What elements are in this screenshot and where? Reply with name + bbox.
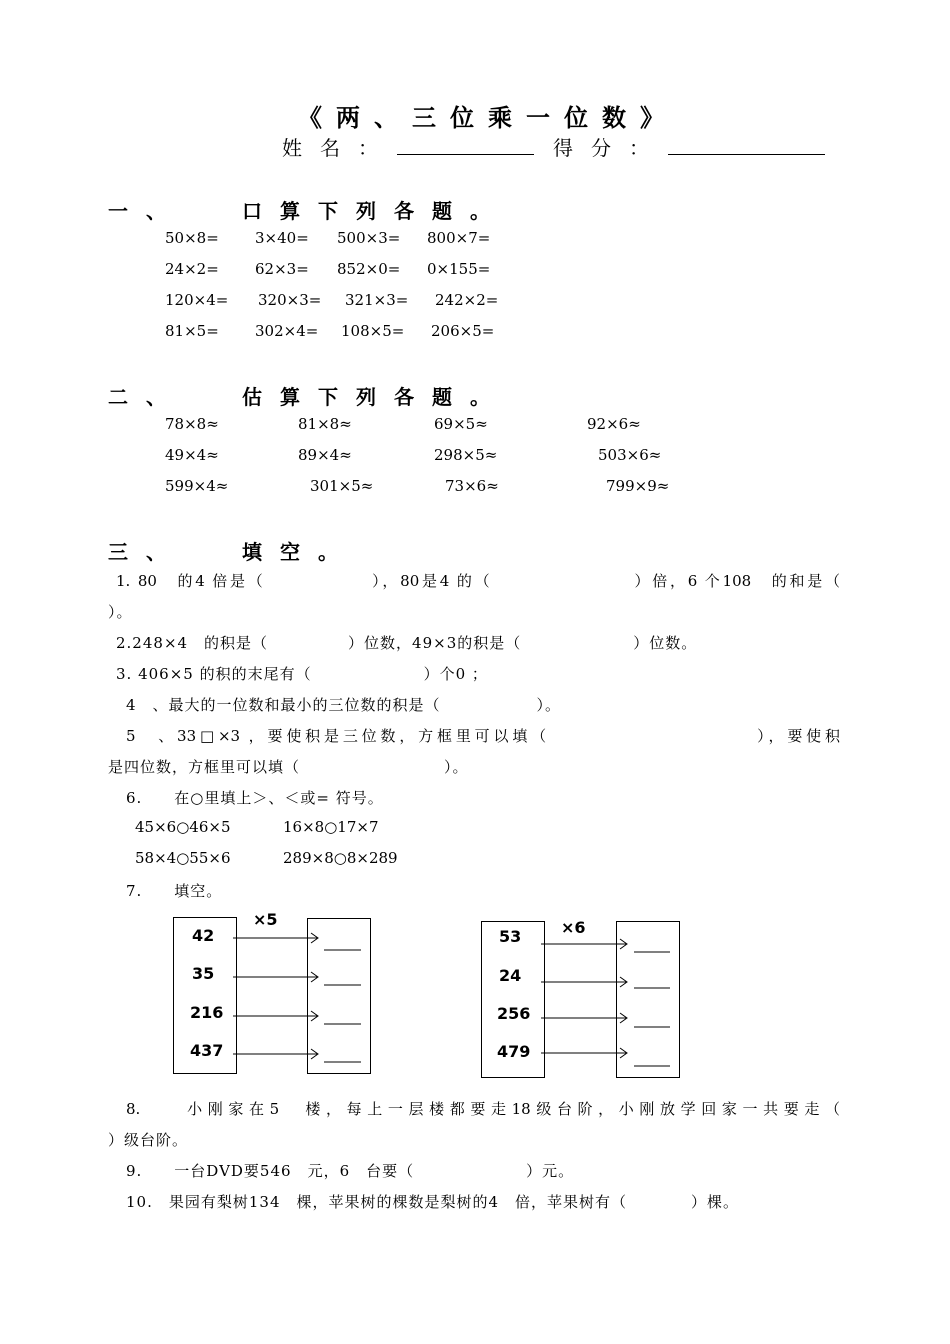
oral-item: 50×8= [165, 229, 219, 247]
page-title: 《两、三位乘一位数》 [298, 104, 678, 132]
section-3-title: 填空。 [242, 540, 356, 564]
oral-item: 81×5= [165, 322, 219, 340]
oral-item: 242×2= [435, 291, 499, 309]
oral-item: 206×5= [431, 322, 495, 340]
section-3-number: 三、 [108, 540, 184, 564]
compare-item: 16×8○17×7 [283, 818, 379, 836]
question-2: 2.248×4 的积是（ ）位数，49×3的积是（ ）位数。 [116, 634, 698, 652]
oral-item: 24×2= [165, 260, 219, 278]
estimate-item: 89×4≈ [298, 446, 352, 464]
question-4: 4 、最大的一位数和最小的三位数的积是（ ）。 [126, 696, 562, 714]
section-2-number: 二、 [108, 385, 184, 409]
estimate-item: 799×9≈ [606, 477, 670, 495]
left-number: 437 [190, 1041, 224, 1060]
oral-item: 0×155= [427, 260, 491, 278]
estimate-item: 92×6≈ [587, 415, 641, 433]
left-number: 216 [190, 1003, 224, 1022]
section-1-number: 一、 [108, 199, 184, 223]
question-7: 7. 填空。 [126, 882, 223, 900]
question-1: 1. 80 的4 倍是（ ），80是4 的（ ）倍，6 个108 的和是（ [116, 572, 840, 590]
question-5: 5 、33□×3 ，要使积是三位数，方框里可以填（ ），要使积 [126, 727, 840, 745]
question-8: 8. 小刚家在5 楼，每上一层楼都要走18级台阶，小刚放学回家一共要走（ [126, 1100, 840, 1118]
question-3: 3. 406×5 的积的末尾有（ ）个0 ； [116, 665, 488, 683]
estimate-item: 301×5≈ [310, 477, 374, 495]
right-number: 24 [499, 966, 522, 985]
right-number: 53 [499, 927, 522, 946]
estimate-item: 599×4≈ [165, 477, 229, 495]
right-multiplier: ×6 [561, 918, 586, 937]
score-label: 得分： [553, 136, 667, 160]
compare-item: 289×8○8×289 [283, 849, 398, 867]
question-9: 9. 一台DVD要546 元，6 台要（ ）元。 [126, 1162, 575, 1180]
question-5-cont: 是四位数，方框里可以填（ ）。 [108, 758, 469, 776]
oral-item: 500×3= [337, 229, 401, 247]
left-number: 42 [192, 926, 215, 945]
question-1-cont: ）。 [108, 603, 133, 621]
question-6: 6. 在○里填上＞、＜或= 符号。 [126, 789, 384, 807]
estimate-item: 503×6≈ [598, 446, 662, 464]
left-multiplier: ×5 [253, 910, 278, 929]
question-10: 10. 果园有梨树134 棵，苹果树的棵数是梨树的4 倍，苹果树有（ ）棵。 [126, 1193, 740, 1211]
estimate-item: 69×5≈ [434, 415, 488, 433]
oral-item: 62×3= [255, 260, 309, 278]
right-number: 479 [497, 1042, 531, 1061]
estimate-item: 78×8≈ [165, 415, 219, 433]
left-number: 35 [192, 964, 215, 983]
oral-item: 3×40= [255, 229, 309, 247]
oral-item: 302×4= [255, 322, 319, 340]
estimate-item: 298×5≈ [434, 446, 498, 464]
compare-item: 58×4○55×6 [135, 849, 231, 867]
oral-item: 108×5= [341, 322, 405, 340]
oral-item: 852×0= [337, 260, 401, 278]
right-number: 256 [497, 1004, 531, 1023]
section-1-title: 口算下列各题。 [242, 199, 508, 223]
section-2-title: 估算下列各题。 [242, 385, 508, 409]
oral-item: 120×4= [165, 291, 229, 309]
oral-item: 321×3= [345, 291, 409, 309]
compare-item: 45×6○46×5 [135, 818, 231, 836]
estimate-item: 81×8≈ [298, 415, 352, 433]
oral-item: 320×3= [258, 291, 322, 309]
estimate-item: 49×4≈ [165, 446, 219, 464]
name-label: 姓名： [282, 136, 396, 160]
question-8-cont: ）级台阶。 [108, 1131, 189, 1149]
estimate-item: 73×6≈ [445, 477, 499, 495]
oral-item: 800×7= [427, 229, 491, 247]
